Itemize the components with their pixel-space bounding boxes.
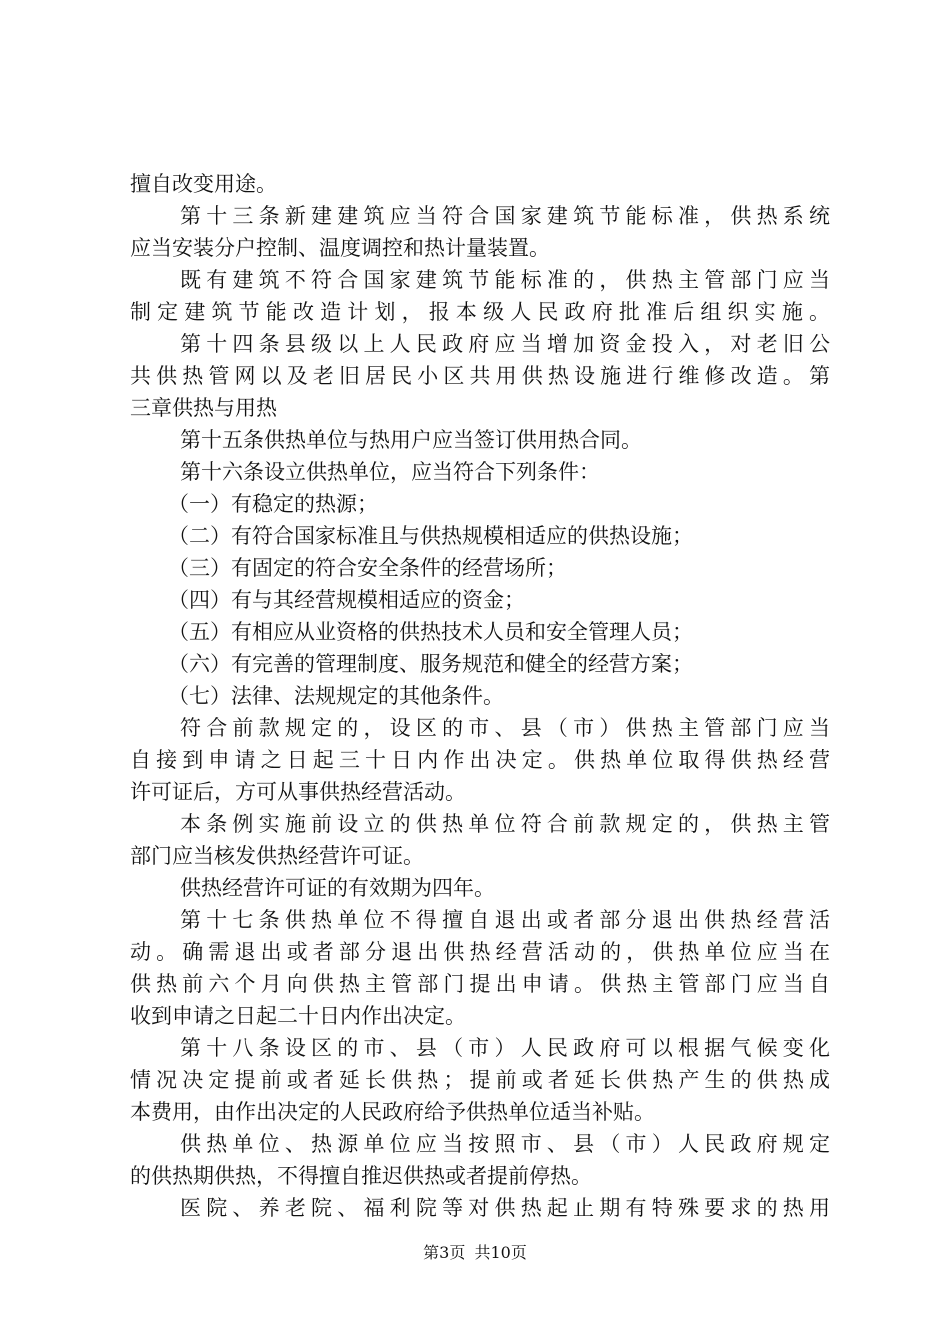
- text-line: 三章供热与用热: [130, 396, 277, 420]
- text-line: 供热经营许可证的有效期为四年。: [180, 876, 495, 900]
- list-item: （一）有稳定的热源；: [168, 492, 378, 516]
- text-line: 第十八条设区的市、县（市）人民政府可以根据气候变化: [180, 1036, 830, 1060]
- text-line: 擅自改变用途。: [130, 172, 277, 196]
- text-line: 制定建筑节能改造计划，报本级人民政府批准后组织实施。: [130, 300, 830, 324]
- text-line: 第十四条县级以上人民政府应当增加资金投入，对老旧公: [180, 332, 830, 356]
- list-item: （六）有完善的管理制度、服务规范和健全的经营方案；: [168, 652, 693, 676]
- list-item: （五）有相应从业资格的供热技术人员和安全管理人员；: [168, 620, 693, 644]
- page-number: 第3页: [423, 1243, 466, 1262]
- text-line: 符合前款规定的，设区的市、县（市）供热主管部门应当: [180, 716, 830, 740]
- document-body: [130, 168, 830, 1224]
- text-line: 供热单位、热源单位应当按照市、县（市）人民政府规定: [180, 1132, 830, 1156]
- page-total: 共10页: [474, 1243, 527, 1262]
- text-line: 的供热期供热，不得擅自推迟供热或者提前停热。: [130, 1164, 592, 1188]
- list-item: （二）有符合国家标准且与供热规模相适应的供热设施；: [168, 524, 693, 548]
- page-footer: [0, 1240, 950, 1263]
- text-line: 收到申请之日起二十日内作出决定。: [130, 1004, 466, 1028]
- text-line: 第十七条供热单位不得擅自退出或者部分退出供热经营活: [180, 908, 830, 932]
- text-line: 医院、养老院、福利院等对供热起止期有特殊要求的热用: [180, 1196, 830, 1220]
- list-item: （四）有与其经营规模相适应的资金；: [168, 588, 525, 612]
- text-line: 本条例实施前设立的供热单位符合前款规定的，供热主管: [180, 812, 830, 836]
- text-line: 自接到申请之日起三十日内作出决定。供热单位取得供热经营: [130, 748, 830, 772]
- list-item: （三）有固定的符合安全条件的经营场所；: [168, 556, 567, 580]
- text-line: 情况决定提前或者延长供热；提前或者延长供热产生的供热成: [130, 1068, 830, 1092]
- text-line: 第十三条新建建筑应当符合国家建筑节能标准，供热系统: [180, 204, 830, 228]
- text-line: 部门应当核发供热经营许可证。: [130, 844, 424, 868]
- text-line: 共供热管网以及老旧居民小区共用供热设施进行维修改造。第: [130, 364, 830, 388]
- text-line: 第十五条供热单位与热用户应当签订供用热合同。: [180, 428, 642, 452]
- text-line: 第十六条设立供热单位，应当符合下列条件：: [180, 460, 600, 484]
- text-line: 许可证后，方可从事供热经营活动。: [130, 780, 466, 804]
- list-item: （七）法律、法规规定的其他条件。: [168, 684, 504, 708]
- text-line: 供热前六个月向供热主管部门提出申请。供热主管部门应当自: [130, 972, 830, 996]
- text-line: 应当安装分户控制、温度调控和热计量装置。: [130, 236, 550, 260]
- text-line: 本费用，由作出决定的人民政府给予供热单位适当补贴。: [130, 1100, 655, 1124]
- text-line: 既有建筑不符合国家建筑节能标准的，供热主管部门应当: [180, 268, 830, 292]
- text-line: 动。确需退出或者部分退出供热经营活动的，供热单位应当在: [130, 940, 830, 964]
